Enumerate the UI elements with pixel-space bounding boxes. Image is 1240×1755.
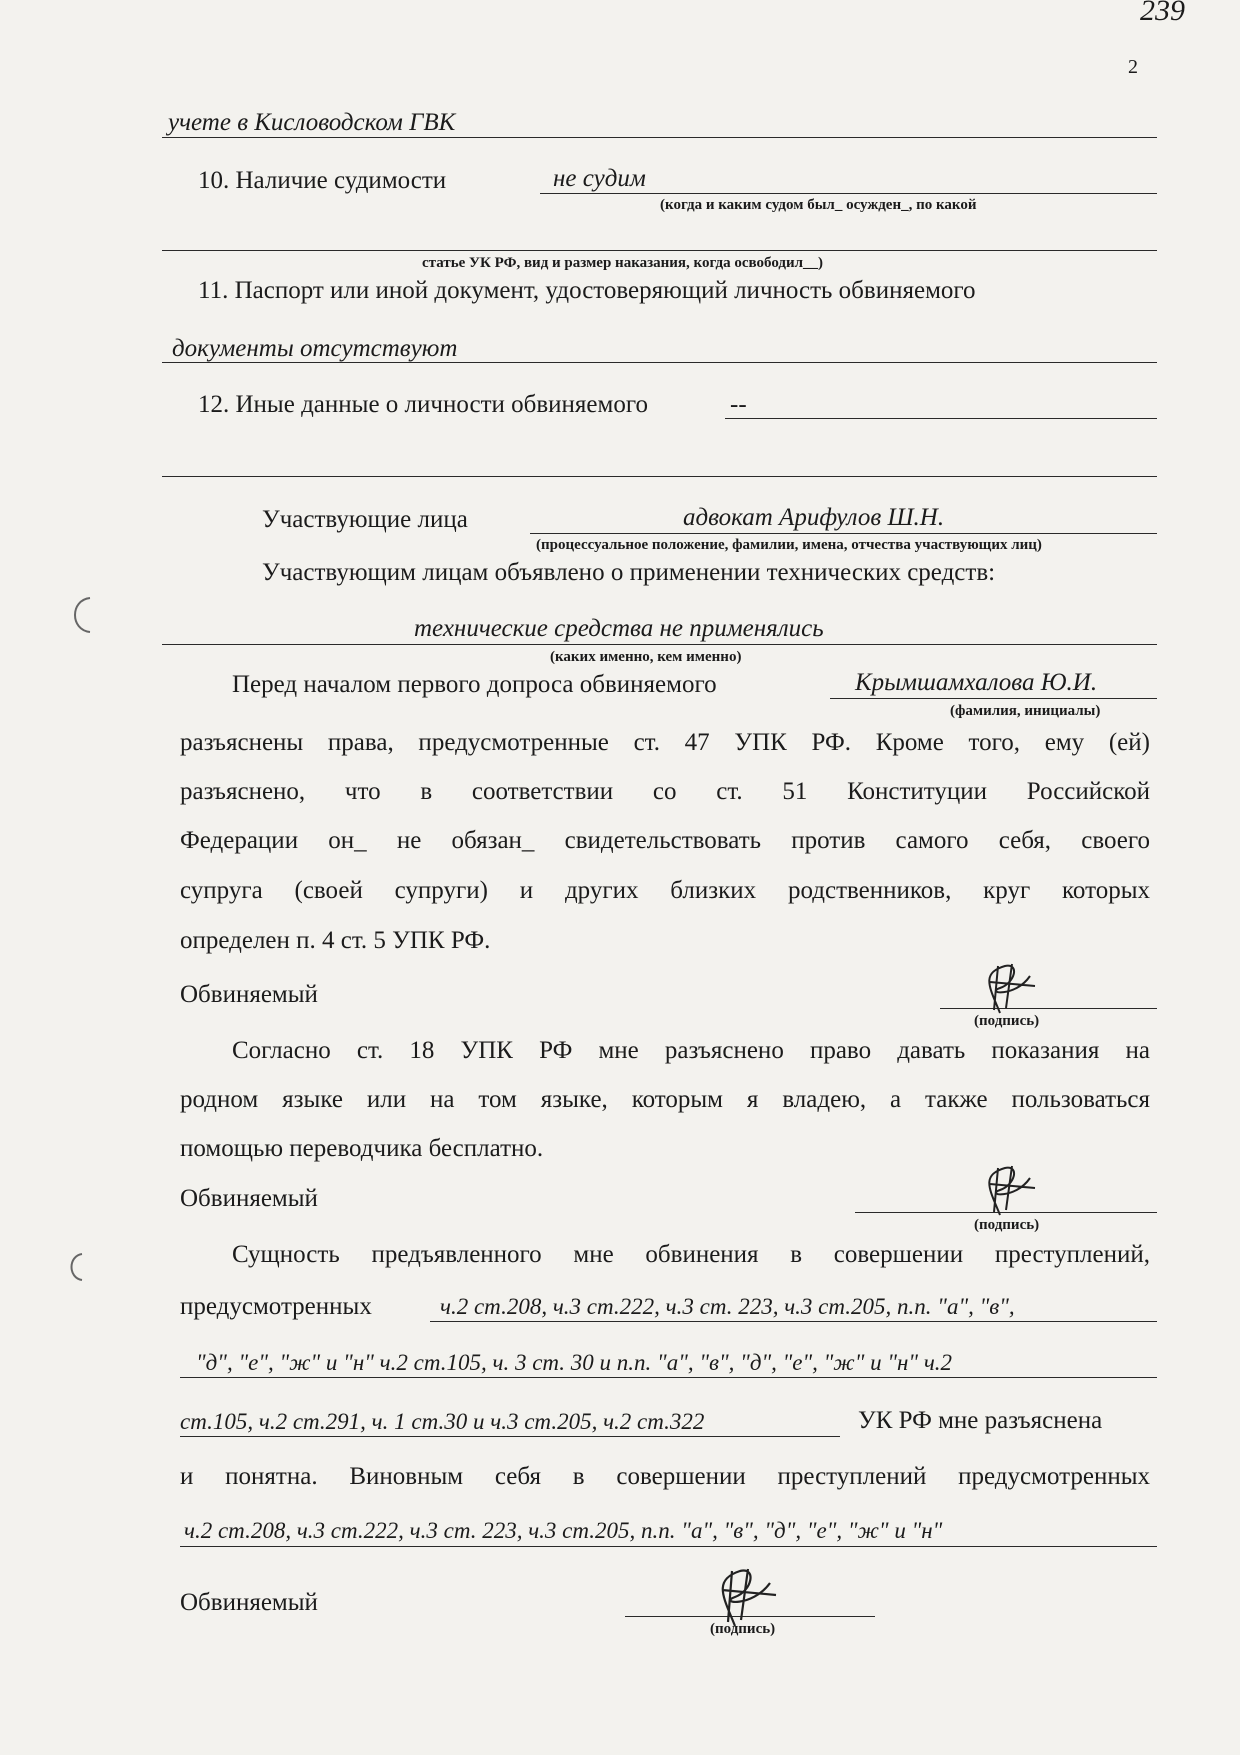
participants-hint: (процессуальное положение, фамилии, имена, отчества участвующих лиц) [536, 537, 1042, 553]
archive-page-number: 239 [1140, 0, 1185, 27]
underline [430, 1321, 1157, 1322]
scan-mark [60, 590, 100, 640]
rights-line-2: разъяснено, что в соответствии со ст. 51 Конституции Российской [180, 778, 1150, 805]
signature-2 [960, 1160, 1050, 1220]
item-10-hint-2: статье УК РФ, вид и размер наказания, когда освободил__) [422, 255, 824, 271]
charge-line-1: Сущность предъявленного мне обвинения в совершении преступлений, [232, 1241, 1150, 1268]
participants-value: адвокат Арифулов Ш.Н. [683, 504, 945, 531]
charge-line-2-label: предусмотренных [180, 1293, 372, 1320]
military-registration-value: учете в Кисловодском ГВК [168, 109, 456, 136]
underline [162, 476, 1157, 477]
sign-1-label: Обвиняемый [180, 981, 318, 1008]
scan-mark [60, 1248, 90, 1288]
language-line-2: родном языке или на том языке, которым я владею, а также пользоваться [180, 1086, 1150, 1113]
charge-articles-4: ч.2 ст.208, ч.3 ст.222, ч.3 ст. 223, ч.3 ст.205, п.п. "а", "в", "д", "е", "ж" и "н" [184, 1518, 943, 1543]
language-line-3: помощью переводчика бесплатно. [180, 1135, 544, 1162]
item-11-label: 11. Паспорт или иной документ, удостоверяющий личность обвиняемого [198, 277, 976, 304]
criminal-record-value: не судим [553, 165, 646, 192]
charge-articles-3: ст.105, ч.2 ст.291, ч. 1 ст.30 и ч.3 ст.205, ч.2 ст.322 [180, 1409, 705, 1434]
underline [830, 698, 1157, 699]
charge-line-4-tail: УК РФ мне разъяснена [858, 1407, 1103, 1434]
other-data-value: -- [730, 391, 747, 418]
tech-hint: (каких именно, кем именно) [550, 649, 742, 665]
item-10-label: 10. Наличие судимости [198, 167, 447, 194]
underline [162, 250, 1157, 251]
rights-line-5: определен п. 4 ст. 5 УПК РФ. [180, 927, 491, 954]
underline [180, 1436, 840, 1437]
accused-name: Крымшамхалова Ю.И. [855, 669, 1098, 696]
language-line-1: Согласно ст. 18 УПК РФ мне разъяснено право давать показания на [232, 1037, 1150, 1064]
rights-line-3: Федерации он_ не обязан_ свидетельствовать против самого себя, своего [180, 827, 1150, 854]
bleed-through-text [120, 130, 126, 156]
sign-3-label: Обвиняемый [180, 1589, 318, 1616]
underline [162, 137, 1157, 138]
tech-value: технические средства не применялись [414, 615, 824, 642]
signature-1 [960, 958, 1050, 1018]
charge-line-5: и понятна. Виновным себя в совершении преступлений предусмотренных [180, 1463, 1150, 1490]
underline [162, 644, 1157, 645]
accused-name-hint: (фамилия, инициалы) [950, 703, 1101, 719]
underline [530, 533, 1157, 534]
page-number: 2 [1128, 56, 1138, 78]
underline [180, 1377, 1157, 1378]
sign-2-label: Обвиняемый [180, 1185, 318, 1212]
rights-intro: Перед началом первого допроса обвиняемого [232, 671, 717, 698]
sign-1-hint: (подпись) [974, 1013, 1040, 1029]
tech-label: Участвующим лицам объявлено о применении технических средств: [262, 559, 996, 586]
underline [540, 193, 1157, 194]
underline [180, 1546, 1157, 1547]
underline [162, 362, 1157, 363]
rights-line-1: разъяснены права, предусмотренные ст. 47 УПК РФ. Кроме того, ему (ей) [180, 729, 1150, 756]
signature-3 [690, 1562, 790, 1632]
charge-articles-1: ч.2 ст.208, ч.3 ст.222, ч.3 ст. 223, ч.3 ст.205, п.п. "а", "в", [440, 1294, 1015, 1319]
item-12-label: 12. Иные данные о личности обвиняемого [198, 391, 648, 418]
underline [725, 418, 1157, 419]
sign-2-hint: (подпись) [974, 1217, 1040, 1233]
sign-3-hint: (подпись) [710, 1621, 776, 1637]
identity-document-value: документы отсутствуют [172, 335, 458, 362]
charge-articles-2: "д", "е", "ж" и "н" ч.2 ст.105, ч. 3 ст. 30 и п.п. "а", "в", "д", "е", "ж" и "н" ч.2 [196, 1350, 953, 1375]
rights-line-4: супруга (своей супруги) и других близких родственников, круг которых [180, 877, 1150, 904]
item-10-hint-1: (когда и каким судом был_ осужден_, по какой [660, 197, 977, 213]
participants-label: Участвующие лица [262, 506, 468, 533]
